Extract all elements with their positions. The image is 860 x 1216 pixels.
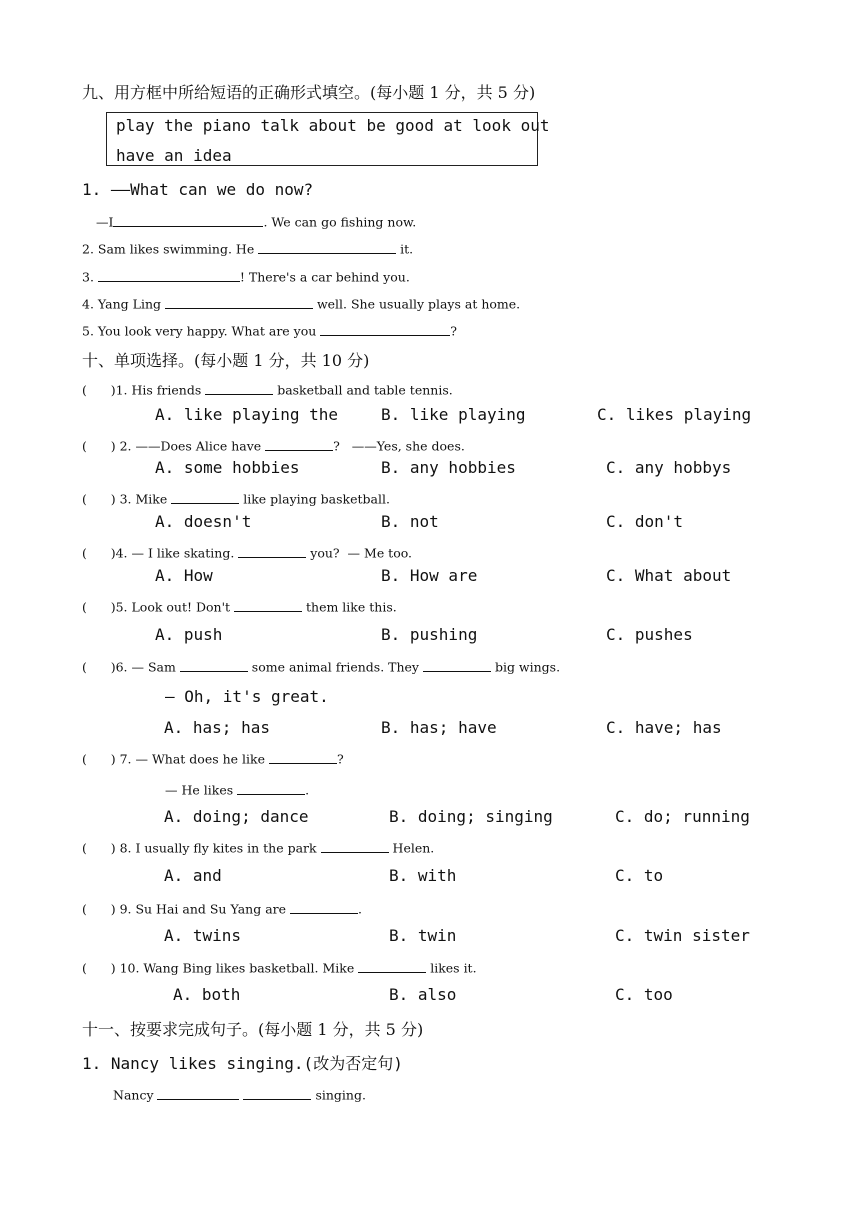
s10-q7-stem: ( ) 7. — What does he like ? [82, 751, 344, 767]
answer-blank[interactable] [238, 544, 306, 558]
answer-blank[interactable] [265, 437, 333, 451]
answer-blank[interactable] [423, 658, 491, 672]
answer-blank[interactable] [243, 1086, 311, 1100]
section11-title: 十一、按要求完成句子。(每小题 1 分，共 5 分) [82, 1020, 424, 1039]
s10-q9-option-c[interactable]: C. twin sister [615, 926, 750, 945]
section10-title: 十、单项选择。(每小题 1 分，共 10 分) [82, 351, 370, 370]
s10-q5-option-a[interactable]: A. push [155, 625, 223, 644]
s10-q3-option-c[interactable]: C. don't [606, 512, 684, 531]
answer-blank[interactable] [171, 490, 239, 504]
s10-q2-stem: ( ) 2. ——Does Alice have ? ——Yes, she does. [82, 438, 465, 454]
answer-blank[interactable] [269, 750, 337, 764]
answer-blank[interactable] [258, 240, 396, 254]
s10-q10-option-c[interactable]: C. too [615, 985, 673, 1004]
s10-q1-option-a[interactable]: A. like playing the [155, 405, 339, 424]
s10-q9-option-b[interactable]: B. twin [389, 926, 457, 945]
s10-q7-option-b[interactable]: B. doing; singing [389, 807, 553, 826]
s10-q6-reply: — Oh, it's great. [165, 687, 329, 706]
answer-blank[interactable] [237, 781, 305, 795]
s10-q4-option-c[interactable]: C. What about [606, 566, 732, 585]
s10-q10-stem: ( ) 10. Wang Bing likes basketball. Mike likes it. [82, 960, 477, 976]
answer-blank[interactable] [113, 213, 263, 227]
s10-q1-option-b[interactable]: B. like playing [381, 405, 526, 424]
answer-blank[interactable] [98, 268, 240, 282]
s9-q1-answer-line: —I . We can go fishing now. [96, 214, 417, 230]
s11-q1: 1. Nancy likes singing.(改为否定句) [82, 1054, 403, 1073]
s10-q2-option-b[interactable]: B. any hobbies [381, 458, 516, 477]
section9-title: 九、用方框中所给短语的正确形式填空。(每小题 1 分，共 5 分) [82, 83, 536, 102]
s9-q3: 3. ! There's a car behind you. [82, 269, 410, 285]
answer-blank[interactable] [157, 1086, 239, 1100]
s10-q9-stem: ( ) 9. Su Hai and Su Yang are . [82, 901, 362, 917]
s10-q4-option-a[interactable]: A. How [155, 566, 213, 585]
s10-q8-option-b[interactable]: B. with [389, 866, 457, 885]
s10-q10-option-b[interactable]: B. also [389, 985, 457, 1004]
s10-q4-stem: ( )4. — I like skating. you? — Me too. [82, 545, 413, 561]
s9-q5: 5. You look very happy. What are you ? [82, 323, 457, 339]
s10-q10-option-a[interactable]: A. both [173, 985, 241, 1004]
s9-q4: 4. Yang Ling well. She usually plays at home. [82, 296, 521, 312]
s10-q6-option-c[interactable]: C. have; has [606, 718, 722, 737]
answer-blank[interactable] [321, 839, 389, 853]
answer-blank[interactable] [290, 900, 358, 914]
s10-q5-stem: ( )5. Look out! Don't them like this. [82, 599, 397, 615]
s10-q8-option-c[interactable]: C. to [615, 866, 664, 885]
s10-q4-option-b[interactable]: B. How are [381, 566, 478, 585]
answer-blank[interactable] [358, 959, 426, 973]
phrase-box-line2: have an idea [116, 146, 232, 165]
phrase-box-line1: play the piano talk about be good at look out [116, 116, 550, 135]
s10-q3-option-a[interactable]: A. doesn't [155, 512, 252, 531]
answer-blank[interactable] [320, 322, 450, 336]
s10-q6-option-a[interactable]: A. has; has [164, 718, 270, 737]
s10-q5-option-b[interactable]: B. pushing [381, 625, 478, 644]
s10-q7-reply: — He likes . [165, 782, 310, 798]
s10-q8-stem: ( ) 8. I usually fly kites in the park Helen. [82, 840, 435, 856]
s10-q7-option-c[interactable]: C. do; running [615, 807, 750, 826]
answer-blank[interactable] [205, 381, 273, 395]
answer-blank[interactable] [234, 598, 302, 612]
s9-q2: 2. Sam likes swimming. He it. [82, 241, 414, 257]
s9-q1-question: 1. ——What can we do now? [82, 180, 314, 199]
s10-q9-option-a[interactable]: A. twins [164, 926, 242, 945]
s10-q3-option-b[interactable]: B. not [381, 512, 439, 531]
answer-blank[interactable] [165, 295, 313, 309]
s10-q7-option-a[interactable]: A. doing; dance [164, 807, 309, 826]
s10-q6-option-b[interactable]: B. has; have [381, 718, 497, 737]
s10-q1-option-c[interactable]: C. likes playing [597, 405, 752, 424]
s11-q1-answer-line: Nancy singing. [113, 1087, 366, 1103]
s10-q1-stem: ( )1. His friends basketball and table tennis. [82, 382, 453, 398]
s10-q3-stem: ( ) 3. Mike like playing basketball. [82, 491, 390, 507]
s10-q8-option-a[interactable]: A. and [164, 866, 222, 885]
s10-q2-option-c[interactable]: C. any hobbys [606, 458, 732, 477]
s10-q6-stem: ( )6. — Sam some animal friends. They big wings. [82, 659, 561, 675]
answer-blank[interactable] [180, 658, 248, 672]
s10-q2-option-a[interactable]: A. some hobbies [155, 458, 300, 477]
s10-q5-option-c[interactable]: C. pushes [606, 625, 693, 644]
